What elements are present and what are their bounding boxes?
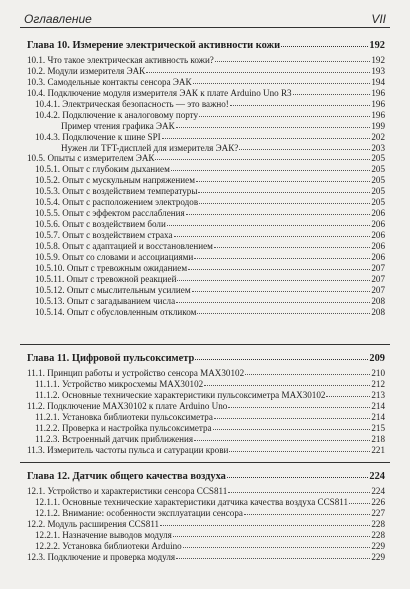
toc-entry-title: 12.1.1. Основные технические характеристики датчика качества воздуха CCS811 [35,496,349,507]
toc-entry[interactable] [27,379,385,390]
toc-entry-page: 214 [371,400,385,411]
chapter-page: 209 [369,353,385,364]
toc-entry-page: 206 [371,251,385,262]
toc-entry-page: 229 [371,540,385,551]
leader-dots [245,373,370,375]
chapter-title: Глава 11. Цифровой пульсоксиметр [27,353,195,364]
chapter-page: 192 [369,40,385,51]
toc-entry-page: 218 [371,433,385,444]
toc-entry-title: 10.3. Самодельные контакты сенсора ЭАК [27,76,192,87]
chapter-heading[interactable] [27,40,385,53]
leader-dots [193,82,371,84]
toc-entry[interactable] [27,88,385,99]
toc-entry[interactable] [27,285,385,296]
toc-entry[interactable] [27,412,385,423]
toc-entry-page: 206 [371,208,385,219]
toc-entry-title: 10.5.11. Опыт с тревожной реакцией [35,273,177,284]
chapter-heading[interactable] [27,353,385,366]
leader-dots [197,312,370,314]
leader-dots [293,93,371,95]
toc-entry-title: 10.5.6. Опыт с воздействием боли [35,219,166,230]
toc-entry-title: 11.3. Измеритель частоты пульса и сатурации крови [27,444,229,455]
toc-entry[interactable] [27,132,385,143]
header-title: Оглавление [24,12,92,26]
toc-entry-page: 206 [371,219,385,230]
header-page-number: VII [371,12,386,26]
leader-dots [215,60,371,62]
toc-entry[interactable] [27,153,385,164]
toc-entry-page: 205 [371,153,385,164]
toc-entry-page: 192 [371,55,385,65]
leader-dots [213,428,371,430]
toc-entry-page: 205 [371,186,385,197]
leader-dots [176,126,371,128]
toc-entry-title: 10.5.3. Опыт с воздействием температуры [35,186,198,197]
toc-entry[interactable] [27,219,385,230]
toc-entry-page: 215 [371,422,385,433]
toc-entry-title: 10.5.8. Опыт с адаптацией и восстановлением [35,240,213,251]
toc-entry[interactable] [27,241,385,252]
toc-entry[interactable] [27,552,385,563]
toc-entry[interactable] [27,197,385,208]
toc-entry[interactable] [27,486,385,497]
toc-entry[interactable] [27,263,385,274]
leader-dots [229,450,370,452]
toc-entry[interactable] [27,274,385,285]
toc-entry-page: 202 [371,131,385,142]
toc-entry-page: 221 [371,444,385,455]
toc-entry[interactable] [27,175,385,186]
toc-entry-title: 12.1.2. Внимание: особенности эксплуатации сенсора [35,507,243,518]
toc-entry[interactable] [27,296,385,307]
leader-dots [146,71,370,73]
leader-dots [198,191,370,193]
leader-dots [199,202,370,204]
leader-dots [214,417,370,419]
toc-entry-title: Нужен ли TFT-дисплей для измерителя ЭАК? [61,142,239,153]
toc-entry-title: 11.2.3. Встроенный датчик приближения [35,433,194,444]
page-header [20,7,390,27]
toc-entry-page: 207 [371,273,385,284]
chapter-title: Глава 12. Датчик общего качества воздуха [27,471,226,482]
leader-dots [281,45,368,47]
toc-entry[interactable] [27,530,385,541]
toc-entry[interactable] [27,230,385,241]
toc-entry-page: 212 [371,378,385,389]
toc-entry-page: 228 [371,518,385,529]
toc-entry[interactable] [27,307,385,318]
toc-entry-title: 10.5.2. Опыт с мускульным напряжением [35,175,195,186]
leader-dots [183,546,371,548]
chapter-11-section [27,353,385,456]
toc-entry-title: 11.2.2. Проверка и настройка пульсоксиметра [35,422,212,433]
leader-dots [155,158,370,160]
toc-entry-title: 10.5.10. Опыт с тревожным ожиданием [35,262,188,273]
leader-dots [186,213,371,215]
leader-dots [228,406,370,408]
toc-entry-page: 205 [371,164,385,175]
leader-dots [204,384,370,386]
toc-entry[interactable] [27,368,385,379]
toc-entry[interactable] [27,186,385,197]
toc-entry-title: 10.5.7. Опыт с воздействием страха [35,230,173,240]
leader-dots [194,439,370,441]
chapter-divider [20,462,390,463]
leader-dots [195,358,368,360]
toc-entry-title: 12.1. Устройство и характеристики сенсора CCS811 [27,486,228,496]
toc-entry-page: 196 [371,109,385,120]
toc-entry-title: 11.2. Подключение MAX30102 к плате Arduino Uno [27,400,228,411]
toc-entry[interactable] [27,77,385,88]
toc-entry-page: 207 [371,262,385,273]
toc-entry-title: 11.1.1. Устройство микросхемы MAX30102 [35,378,204,389]
toc-entry-page: 194 [371,76,385,87]
leader-dots [174,235,371,237]
toc-entry[interactable] [27,208,385,219]
toc-entry[interactable] [27,164,385,175]
toc-entry-title: 10.5.1. Опыт с глубоким дыханием [35,164,170,175]
toc-entry-page: 229 [371,551,385,562]
toc-entry-title: 11.2.1. Установка библиотеки пульсоксиметра [35,411,213,422]
toc-entry-title: 10.4.3. Подключение к шине SPI [35,131,161,142]
toc-entry-title: 10.5.13. Опыт с загадыванием числа [35,295,176,306]
toc-entry-page: 227 [371,507,385,518]
leader-dots [228,491,370,493]
toc-entry-title: 10.5.4. Опыт с расположением электродов [35,197,199,208]
leader-dots [244,513,370,515]
leader-dots [227,476,369,478]
leader-dots [162,137,371,139]
toc-entry[interactable] [27,508,385,519]
toc-entry-page: 208 [371,306,385,317]
toc-entry-page: 208 [371,295,385,306]
toc-entry[interactable] [27,252,385,263]
chapter-heading[interactable] [27,471,385,484]
leader-dots [167,224,371,226]
toc-entry[interactable] [27,99,385,110]
toc-entry[interactable] [27,55,385,66]
toc-entry-page: 224 [371,486,385,496]
leader-dots [199,115,370,117]
toc-entry-title: 10.4.2. Подключение к аналоговому порту [35,109,199,120]
leader-dots [171,169,371,171]
toc-entry-page: 210 [371,368,385,378]
toc-entry-page: 196 [371,98,385,109]
toc-entry-title: 10.4.1. Электрическая безопасность — это важно! [35,98,229,109]
toc-entry-title: 11.1.2. Основные технические характеристики пульсоксиметра MAX30102 [35,389,326,400]
header-rule [20,27,390,28]
leader-dots [160,524,370,526]
toc-entry-page: 213 [371,389,385,400]
toc-entry-title: 12.2. Модуль расширения CCS811 [27,518,160,529]
leader-dots [188,268,370,270]
toc-entry-page: 228 [371,529,385,540]
toc-entry[interactable] [27,541,385,552]
toc-entry[interactable] [27,121,385,132]
toc-entry-title: 12.2.2. Установка библиотеки Arduino [35,540,182,551]
toc-entry[interactable] [27,66,385,77]
toc-entry-page: 193 [371,65,385,76]
toc-entry-page: 226 [371,496,385,507]
toc-entry-title: 10.5. Опыты с измерителем ЭАК [27,153,155,164]
toc-entry-title: 10.5.14. Опыт с обусловленным откликом [35,306,197,317]
toc-entry[interactable] [27,497,385,508]
toc-entry-title: Пример чтения графика ЭАК [61,120,175,131]
toc-entry-title: 10.5.9. Опыт со словами и ассоциациями [35,251,194,262]
leader-dots [194,257,370,259]
toc-entry[interactable] [27,519,385,530]
toc-entry-page: 206 [371,230,385,240]
toc-entry-title: 10.5.12. Опыт с мыслительным усилием [35,284,191,295]
toc-entry[interactable] [27,434,385,445]
chapter-page: 224 [369,471,385,482]
chapter-10-section [27,40,385,318]
toc-entry-title: 10.1. Что такое электрическая активность кожи? [27,55,214,65]
toc-entry-page: 207 [371,284,385,295]
leader-dots [239,148,370,150]
toc-entry-page: 206 [371,240,385,251]
chapter-divider [20,344,390,345]
toc-entry[interactable] [27,143,385,154]
leader-dots [349,502,370,504]
toc-entry[interactable] [27,390,385,401]
toc-entry-page: 203 [371,142,385,153]
toc-entry[interactable] [27,423,385,434]
toc-entry-page: 196 [371,87,385,98]
toc-entry[interactable] [27,110,385,121]
toc-entry-title: 11.1. Принцип работы и устройство сенсора MAX30102 [27,368,245,378]
chapter-12-section [27,471,385,563]
toc-entry[interactable] [27,401,385,412]
toc-entry-title: 12.3. Подключение и проверка модуля [27,551,176,562]
leader-dots [176,301,370,303]
toc-entry[interactable] [27,445,385,456]
toc-entry-page: 214 [371,411,385,422]
leader-dots [196,180,370,182]
leader-dots [326,395,370,397]
toc-entry-title: 10.2. Модули измерителя ЭАК [27,65,146,76]
leader-dots [177,279,370,281]
chapter-title: Глава 10. Измерение электрической активности кожи [27,40,281,51]
leader-dots [173,535,370,537]
toc-entry-page: 199 [371,120,385,131]
toc-entry-page: 205 [371,197,385,208]
toc-entry-title: 10.5.5. Опыт с эффектом расслабления [35,208,185,219]
leader-dots [192,290,371,292]
toc-entry-title: 10.4. Подключение модуля измерителя ЭАК к плате Arduino Uno R3 [27,87,292,98]
leader-dots [176,557,370,559]
toc-entry-page: 205 [371,175,385,186]
leader-dots [230,104,371,106]
leader-dots [214,246,370,248]
toc-entry-title: 12.2.1. Назначение выводов модуля [35,529,172,540]
